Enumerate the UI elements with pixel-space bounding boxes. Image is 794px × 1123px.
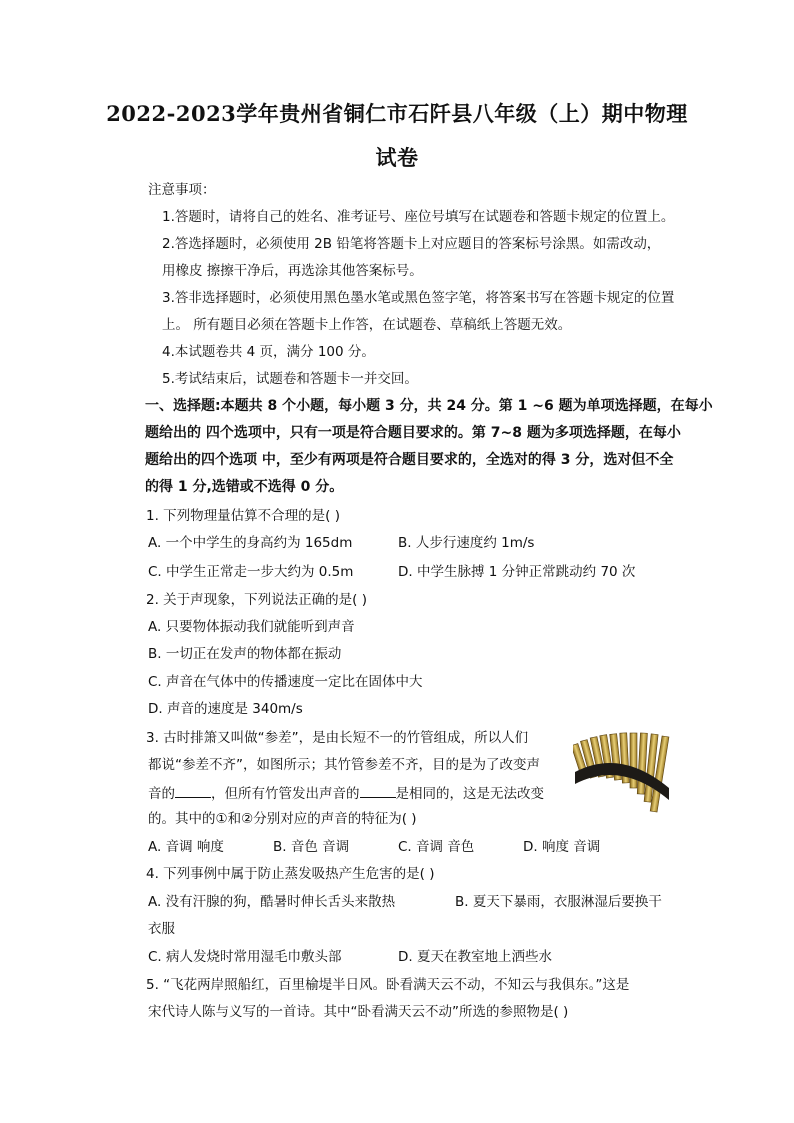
question-3-option-b: B. 音色 音调 (273, 839, 350, 855)
section-instructions: 题给出的四个选项 中，至少有两项是符合题目要求的，全选对的得 3 分，选对但不全 (145, 452, 674, 468)
question-1-option-b: B. 人步行速度约 1m/s (398, 535, 535, 551)
question-1-option-c: C. 中学生正常走一步大约为 0.5m (148, 564, 354, 580)
page-title: 2022-2023学年贵州省铜仁市石阡县八年级（上）期中物理 (106, 101, 688, 126)
question-2-option-a: A. 只要物体振动我们就能听到声音 (148, 619, 355, 635)
question-2-option-d: D. 声音的速度是 340m/s (148, 701, 303, 717)
note-item: 5.考试结束后，试题卷和答题卡一并交回。 (162, 371, 418, 387)
page-title-line2: 试卷 (375, 145, 419, 170)
answer-blank-2[interactable] (360, 783, 396, 798)
question-4-option-a: A. 没有汗腺的狗，酷暑时伸长舌头来散热 (148, 894, 396, 910)
note-item: 2.答选择题时，必须使用 2B 铅笔将答题卡上对应题目的答案标号涂黑。如需改动， (162, 236, 661, 252)
question-3-stem: 的。其中的①和②分别对应的声音的特征为( ) (148, 811, 417, 827)
question-5-stem: 5. “飞花两岸照船红，百里榆堤半日风。卧看满天云不动，不知云与我俱东。”这是 (146, 977, 630, 993)
question-2-stem: 2. 关于声现象，下列说法正确的是( ) (146, 592, 367, 608)
question-1-option-d: D. 中学生脉搏 1 分钟正常跳动约 70 次 (398, 564, 636, 580)
question-3-option-a: A. 音调 响度 (148, 839, 224, 855)
notes-heading: 注意事项： (148, 182, 216, 198)
question-4-option-b-continued: 衣服 (148, 921, 175, 937)
question-3-option-d: D. 响度 音调 (523, 839, 601, 855)
question-3-option-c: C. 音调 音色 (398, 839, 475, 855)
note-item: 用橡皮 擦擦干净后，再选涂其他答案标号。 (162, 263, 423, 279)
question-4-stem: 4. 下列事例中属于防止蒸发吸热产生危害的是( ) (146, 866, 435, 882)
section-heading: 一、选择题:本题共 8 个小题，每小题 3 分，共 24 分。第 1 ~6 题为单项选择题，在每小 (145, 398, 713, 414)
question-3-stem: 3. 古时排箫又叫做“参差”，是由长短不一的竹管组成，所以人们 (146, 730, 529, 746)
question-4-option-b: B. 夏天下暴雨，衣服淋湿后要换干 (455, 894, 662, 910)
answer-blank-1[interactable] (175, 783, 211, 798)
question-5-stem: 宋代诗人陈与义写的一首诗。其中“卧看满天云不动”所选的参照物是( ) (148, 1004, 569, 1020)
pan-flute-image (573, 730, 673, 820)
note-item: 3.答非选择题时，必须使用黑色墨水笔或黑色签字笔，将答案书写在答题卡规定的位置 (162, 290, 675, 306)
section-instructions: 的得 1 分,选错或不选得 0 分。 (145, 479, 344, 495)
note-item: 1.答题时，请将自己的姓名、准考证号、座位号填写在试题卷和答题卡规定的位置上。 (162, 209, 675, 225)
question-4-option-d: D. 夏天在教室地上洒些水 (398, 949, 552, 965)
section-instructions: 题给出的 四个选项中，只有一项是符合题目要求的。第 7~8 题为多项选择题，在每小 (145, 425, 681, 441)
question-1-stem: 1. 下列物理量估算不合理的是( ) (146, 508, 340, 524)
question-3-stem: 都说“参差不齐”，如图所示；其竹管参差不齐，目的是为了改变声 (148, 757, 540, 773)
question-1-option-a: A. 一个中学生的身高约为 165dm (148, 535, 353, 551)
note-item: 4.本试题卷共 4 页，满分 100 分。 (162, 344, 375, 360)
question-2-option-c: C. 声音在气体中的传播速度一定比在固体中大 (148, 674, 423, 690)
question-4-option-c: C. 病人发烧时常用湿毛巾敷头部 (148, 949, 342, 965)
question-2-option-b: B. 一切正在发声的物体都在振动 (148, 646, 342, 662)
question-3-stem: 音的 ，但所有竹管发出声音的 是相同的，这是无法改变 (148, 783, 544, 803)
note-item: 上。 所有题目必须在答题卡上作答，在试题卷、草稿纸上答题无效。 (162, 317, 572, 333)
